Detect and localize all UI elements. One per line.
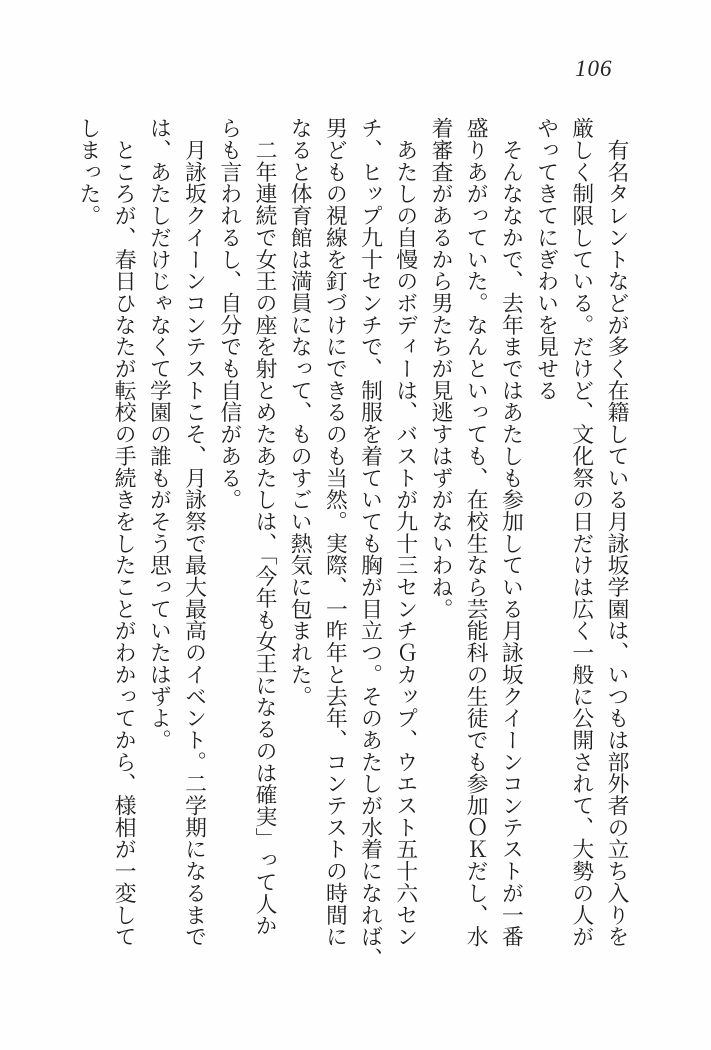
- text-line: なると体育館は満員になって、ものすごい熱気に包まれた。: [288, 117, 313, 707]
- text-line: 月詠坂クイーンコンテストこそ、月詠祭で最大最高のイベント。二学期になるまで: [182, 117, 207, 948]
- text-line: ところが、春日ひなたが転校の手続きをしたことがわかってから、様相が一変して: [112, 117, 137, 948]
- text-line: そんななかで、去年まではあたしも参加している月詠坂クイーンコンテストが一番: [499, 117, 524, 948]
- text-line: 盛りあがっていた。なんといっても、在校生なら芸能科の生徒でも参加ＯＫだし、水: [464, 117, 489, 948]
- text-line: あたしの自慢のボディーは、バストが九十三センチＧカップ、ウエスト五十六セン: [393, 117, 418, 948]
- text-line: チ、ヒップ九十センチで、制服を着ていても胸が目立つ。そのあたしが水着になれば、: [358, 117, 383, 970]
- vertical-text-block: [71, 117, 634, 970]
- text-line: 厳しく制限している。だけど、文化祭の日だけは広く一般に公開されて、大勢の人が: [569, 117, 594, 948]
- text-line: 有名タレントなどが多く在籍している月詠坂学園は、いつもは部外者の立ち入りを: [605, 117, 629, 948]
- text-line: しまった。: [76, 117, 101, 227]
- page-number: 106: [575, 56, 613, 81]
- text-line: やってきてにぎわいを見せる: [534, 117, 559, 402]
- text-line: 男どもの視線を釘づけにできるのも当然。実際、一昨年と去年、コンテストの時間に: [323, 117, 348, 948]
- text-line: 着審査があるから男たちが見逃すはずがないわね。: [428, 117, 453, 620]
- text-line: らも言われるし、自分でも自信がある。: [217, 117, 242, 511]
- text-line: は、あたしだけじゃなくて学園の誰もがそう思っていたはずよ。: [147, 117, 172, 751]
- text-line: 二年連続で女王の座を射とめたあたしは、「今年も女王になるのは確実」って人か: [252, 117, 277, 937]
